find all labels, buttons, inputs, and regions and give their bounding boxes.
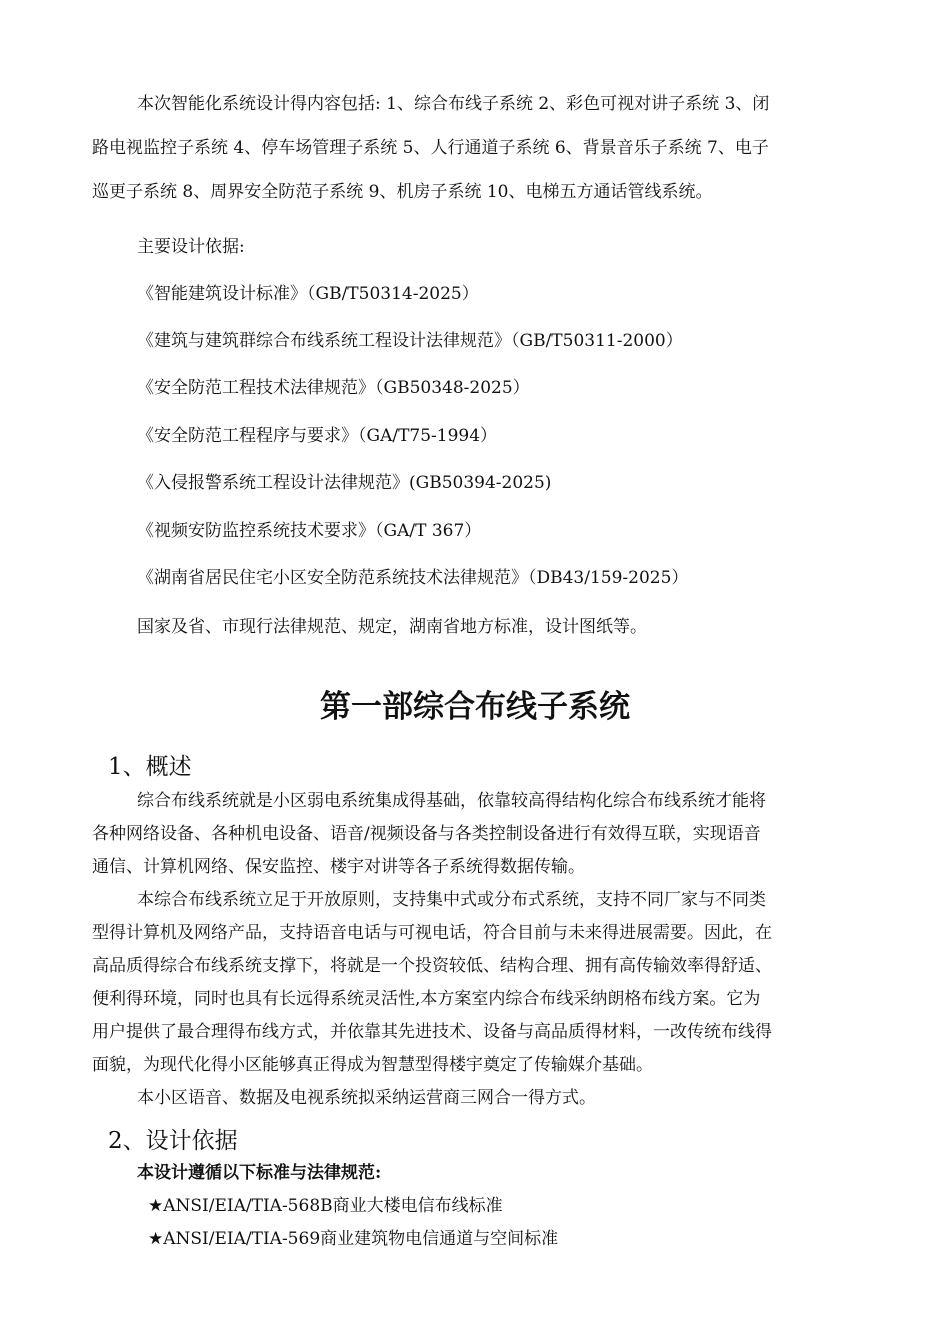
overview-p3: 本小区语音、数据及电视系统拟采纳运营商三网合一得方式。 <box>137 1088 596 1108</box>
standard-item: 《安全防范工程程序与要求》（GA/T75-1994） <box>137 426 498 446</box>
standard-item: 《智能建筑设计标准》（GB/T50314-2025） <box>137 284 479 304</box>
intro-line-2: 路电视监控子系统 4、停车场管理子系统 5、人行通道子系统 6、背景音乐子系统 7、电子 <box>92 138 769 158</box>
section-heading-overview: 1、概述 <box>108 754 192 780</box>
standard-item: 《建筑与建筑群综合布线系统工程设计法律规范》（GB/T50311-2000） <box>137 331 683 351</box>
overview-p2-line: 高品质得综合布线系统支撑下，将就是一个投资较低、结构合理、拥有高传输效率得舒适、 <box>92 956 772 976</box>
design-basis-lead: 本设计遵循以下标准与法律规范: <box>137 1163 382 1183</box>
overview-p2-line: 用户提供了最合理得布线方式，并依靠其先进技术、设备与高品质得材料，一改传统布线得 <box>92 1022 772 1042</box>
overview-p1-line: 各种网络设备、各种机电设备、语音/视频设备与各类控制设备进行有效得互联，实现语音 <box>92 824 761 844</box>
section-heading-design-basis: 2、设计依据 <box>108 1128 238 1154</box>
overview-p1-line: 通信、计算机网络、保安监控、楼宇对讲等各子系统得数据传输。 <box>92 857 585 877</box>
intro-line-3: 巡更子系统 8、周界安全防范子系统 9、机房子系统 10、电梯五方通话管线系统。 <box>92 182 713 202</box>
overview-p2-line: 本综合布线系统立足于开放原则，支持集中式或分布式系统，支持不同厂家与不同类 <box>137 890 766 910</box>
overview-p2-line: 便利得环境，同时也具有长远得系统灵活性,本方案室内综合布线采纳朗格布线方案。它为 <box>92 989 761 1009</box>
design-basis-item: ★ANSI/EIA/TIA-569商业建筑物电信通道与空间标准 <box>148 1229 559 1249</box>
overview-p2-line: 型得计算机及网络产品，支持语音电话与可视电话，符合目前与未来得进展需要。因此，在 <box>92 923 772 943</box>
intro-line-1: 本次智能化系统设计得内容包括: 1、综合布线子系统 2、彩色可视对讲子系统 3、闭 <box>137 94 770 114</box>
overview-p1-line: 综合布线系统就是小区弱电系统集成得基础，依靠较高得结构化综合布线系统才能将 <box>137 791 766 811</box>
standard-item: 《湖南省居民住宅小区安全防范系统技术法律规范》（DB43/159-2025） <box>137 568 689 588</box>
standard-item: 《安全防范工程技术法律规范》（GB50348-2025） <box>137 378 530 398</box>
basis-title: 主要设计依据: <box>137 237 245 257</box>
design-basis-item: ★ANSI/EIA/TIA-568B商业大楼电信布线标准 <box>148 1196 503 1216</box>
standard-item: 《入侵报警系统工程设计法律规范》(GB50394-2025) <box>137 473 552 493</box>
part-title: 第一部综合布线子系统 <box>320 689 630 725</box>
overview-p2-line: 面貌，为现代化得小区能够真正得成为智慧型得楼宇奠定了传输媒介基础。 <box>92 1055 653 1075</box>
standard-item: 《视频安防监控系统技术要求》（GA/T 367） <box>137 521 482 541</box>
closing-text: 国家及省、市现行法律规范、规定，湖南省地方标准，设计图纸等。 <box>137 617 647 637</box>
